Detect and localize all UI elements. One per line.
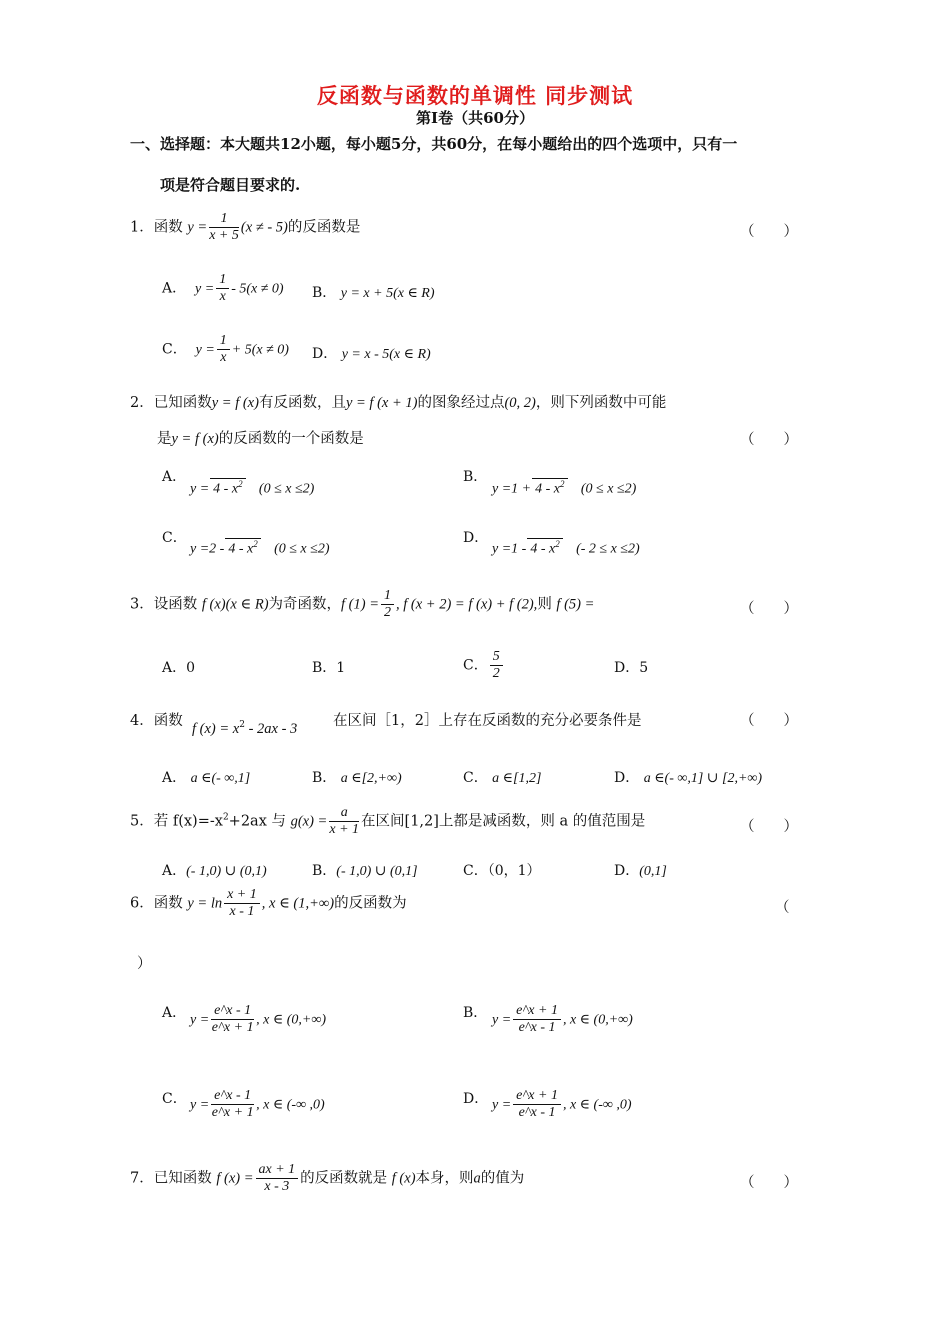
q6-option-b: y = $\frac{e\^{}x + 1}{e\^{}x - 1}$ , x ∈ (0,+∞) [492,1003,633,1035]
q1-option-b: B． y = x + 5(x ∈ R) [312,285,435,301]
answer-blank-q1: （ ） [740,224,798,240]
question-4-formula: f $(x) = x^2 - 2ax - 3$ [192,720,298,737]
question-4-tail: 在区间［1，2］上存在反函数的充分必要条件是 [333,713,642,729]
q3-option-c: C． $\frac{5}{2}$ [463,649,505,682]
q6-option-d: y = $\frac{e\^{}x + 1}{e\^{}x - 1}$ , x ∈ (-∞ ,0) [492,1088,632,1120]
q4-option-b: B． a ∈[2,+∞) [312,770,402,786]
q2-option-a-label: A． [162,469,187,485]
q5-option-c: C．（0，1） [463,863,541,879]
answer-blank-q2: （ ） [740,432,798,448]
q3-option-a: A．0 [162,660,196,676]
q1-option-c: C． y = $\frac{1}{x}$ + 5(x ≠ 0) [162,333,289,365]
q2-option-b: $y =1 + 4 - x^2$ (0 ≤ x ≤2) [492,479,637,497]
question-1: 1．函数 y = $\frac{1}{x + 5}$ (x ≠ - 5)的反函数是 [130,211,361,243]
q5-option-b: B．(- 1,0) ∪ (0,1] [312,863,418,879]
q2-option-a: $y = 4 - x^2$ (0 ≤ x ≤2) [190,479,315,497]
page-title: 反函数与函数的单调性 同步测试 [316,83,634,108]
q3-option-b: B．1 [312,660,346,676]
q6-option-b-label: B． [463,1005,488,1021]
q6-option-a: y = $\frac{e\^{}x - 1}{e\^{}x + 1}$ , x ∈ (0,+∞) [190,1003,327,1035]
answer-blank-q7: （ ） [740,1175,798,1191]
page-subtitle: 第Ⅰ卷（共60分） [416,109,534,127]
question-6: 6．函数 y = ln $\frac{x + 1}{x - 1}$ , x ∈ (1,+∞)的反函数为 [130,887,407,919]
q6-option-a-label: A． [162,1005,187,1021]
question-5: 5．若 $f(x)=-x^2+2ax$ 与 g(x) = $\frac{a}{x + 1}$ 在区间[1,2]上都是减函数，则 a 的值范围是 [130,805,646,837]
question-3: 3．设函数 f (x)(x ∈ R)为奇函数，f (1) = $\frac{1}{2}$ , f (x + 2) = f (x) + f (2),则 f (5) = [130,588,595,620]
q2-option-d: $y =1 - 4 - x^2$ (- 2 ≤ x ≤2) [492,539,640,557]
section-intro-line1: 一、选择题：本大题共12小题，每小题5分，共60分，在每小题给出的四个选项中，只有一 [130,135,738,153]
q6-option-c-label: C． [162,1091,187,1107]
answer-blank-q6-open: （ [775,900,790,916]
q2-option-c: $y =2 - 4 - x^2$ (0 ≤ x ≤2) [190,539,330,557]
answer-blank-q4: （ ） [740,713,798,729]
question-2-line2: 是y = f (x)的反函数的一个函数是 [157,431,364,447]
q3-option-d: D．5 [614,660,649,676]
q2-option-d-label: D． [463,530,489,546]
q2-option-b-label: B． [463,469,488,485]
answer-blank-q3: （ ） [740,601,798,617]
answer-blank-q6-close: ） [137,956,152,972]
q4-option-a: A． a ∈(- ∞,1] [162,770,251,786]
section-intro-line2: 项是符合题目要求的. [160,176,301,194]
q5-option-a: A．(- 1,0) ∪ (0,1) [162,863,267,879]
q2-option-c-label: C． [162,530,187,546]
question-7: 7．已知函数 f (x) = $\frac{ax + 1}{x - 3}$ 的反函数就是 f (x)本身，则a的值为 [130,1162,525,1194]
q1-option-a: A． y = $\frac{1}{x}$ - 5(x ≠ 0) [162,272,284,304]
q6-option-c: y = $\frac{e\^{}x - 1}{e\^{}x + 1}$ , x ∈ (-∞ ,0) [190,1088,325,1120]
answer-blank-q5: （ ） [740,819,798,835]
q4-option-c: C． a ∈[1,2] [463,770,542,786]
question-2-line1: 2．已知函数y = f (x)有反函数，且y = f (x + 1)的图象经过点(0, 2)，则下列函数中可能 [130,395,667,411]
q4-option-d: D． a ∈(- ∞,1] ∪ [2,+∞) [614,770,763,786]
q5-option-d: D．(0,1] [614,863,667,879]
question-4: 4．函数 [130,713,183,729]
q1-option-d: D． y = x - 5(x ∈ R) [312,346,431,362]
q6-option-d-label: D． [463,1091,489,1107]
